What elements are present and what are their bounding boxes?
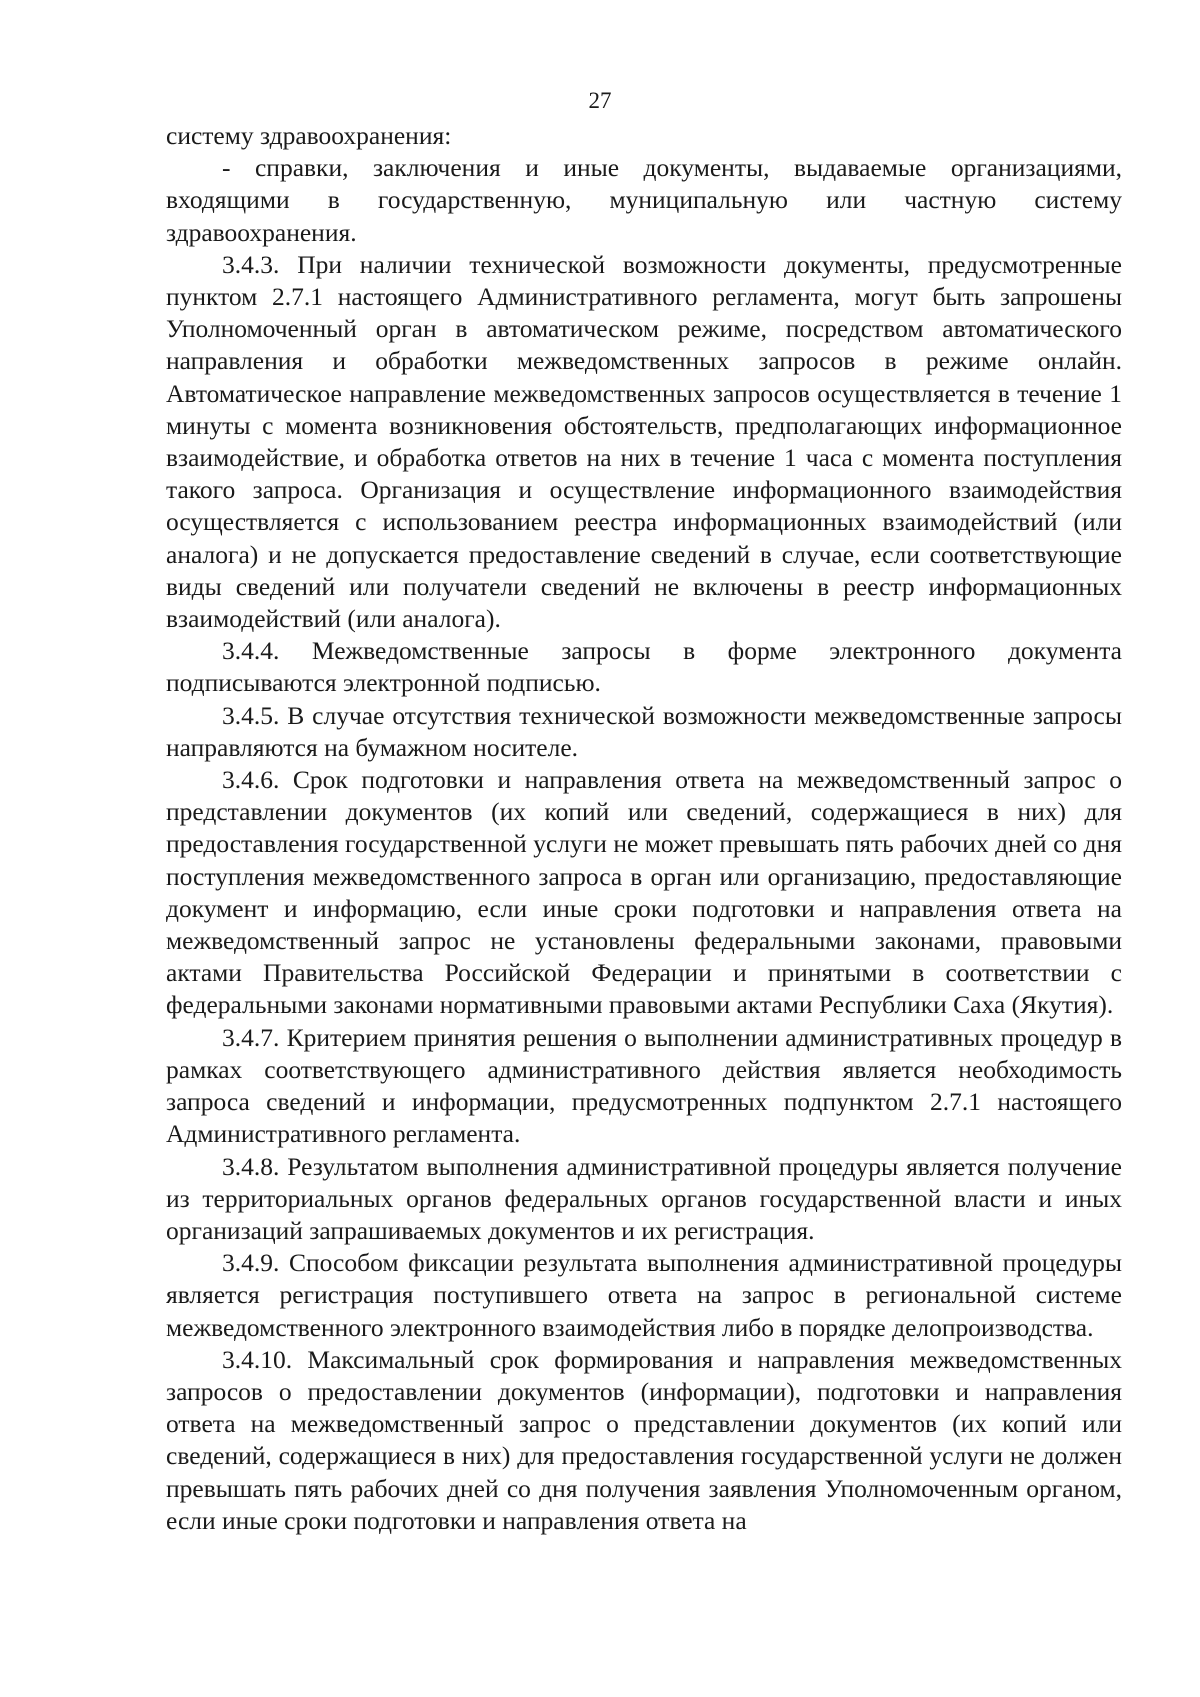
paragraph: 3.4.4. Межведомственные запросы в форме электронного документа подписываются электронной подписью. bbox=[166, 636, 1122, 698]
paragraph: - справки, заключения и иные документы, выдаваемые организациями, входящими в государственную, муниципальную или частную систему здравоохранения. bbox=[166, 153, 1122, 247]
paragraph: систему здравоохранения: bbox=[166, 121, 452, 150]
paragraph: 3.4.5. В случае отсутствия технической возможности межведомственные запросы направляются на бумажном носителе. bbox=[166, 700, 1122, 762]
paragraph: 3.4.9. Способом фиксации результата выполнения административной процедуры является регистрация поступившего ответа на запрос в региональной системе межведомственного электронного взаимодействия либо в порядке делопроизводства. bbox=[166, 1248, 1122, 1342]
paragraph: 3.4.3. При наличии технической возможности документы, предусмотренные пунктом 2.7.1 настоящего Административного регламента, могут быть запрошены Уполномоченный орган в автоматическом режиме, посредством автоматического направления и обработки межведомственных запросов в режиме онлайн. Автоматическое направление межведомственных запросов осуществляется в течение 1 минуты с момента возникновения обстоятельств, предполагающих информационное взаимодействие, и обработка ответов на них в течение 1 часа с момента поступления такого запроса. Организация и осуществление информационного взаимодействия осуществляется с использованием реестра информационных взаимодействий (или аналога) и не допускается предоставление сведений в случае, если соответствующие виды сведений или получатели сведений не включены в реестр информационных взаимодействий (или аналога). bbox=[166, 249, 1122, 634]
paragraph: 3.4.8. Результатом выполнения административной процедуры является получение из территориальных органов федеральных органов государственной власти и иных организаций запрашиваемых документов и их регистрация. bbox=[166, 1151, 1122, 1245]
document-body bbox=[166, 120, 1122, 1537]
paragraph: 3.4.6. Срок подготовки и направления ответа на межведомственный запрос о представлении документов (их копий или сведений, содержащиеся в них) для предоставления государственной услуги не может превышать пять рабочих дней со дня поступления межведомственного запроса в орган или организацию, предоставляющие документ и информацию, если иные сроки подготовки и направления ответа на межведомственный запрос не установлены федеральными законами, правовыми актами Правительства Российской Федерации и принятыми в соответствии с федеральными законами нормативными правовыми актами Республики Саха (Якутия). bbox=[166, 765, 1122, 1020]
paragraph: 3.4.7. Критерием принятия решения о выполнении административных процедур в рамках соответствующего административного действия является необходимость запроса сведений и информации, предусмотренных подпунктом 2.7.1 настоящего Административного регламента. bbox=[166, 1022, 1122, 1149]
page-number: 27 bbox=[588, 88, 612, 113]
paragraph: 3.4.10. Максимальный срок формирования и направления межведомственных запросов о предоставлении документов (информации), подготовки и направления ответа на межведомственный запрос о представлении документов (их копий или сведений, содержащиеся в них) для предоставления государственной услуги не должен превышать пять рабочих дней со дня получения заявления Уполномоченным органом, если иные сроки подготовки и направления ответа на bbox=[166, 1344, 1122, 1535]
